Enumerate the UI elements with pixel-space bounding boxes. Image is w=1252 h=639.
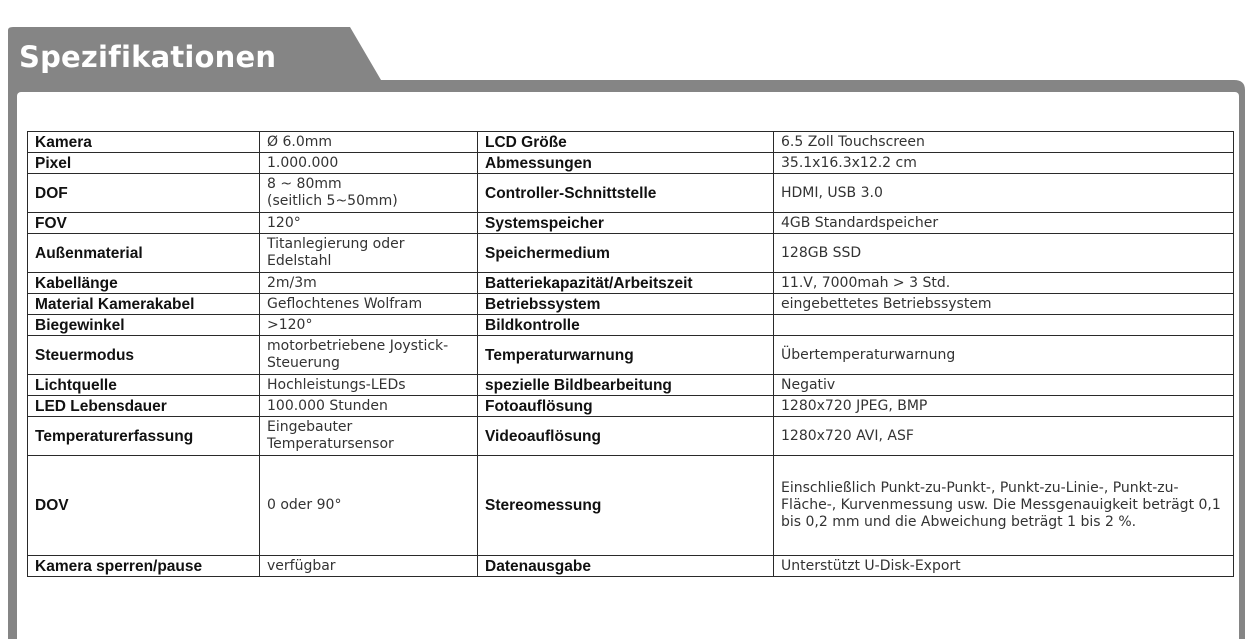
table-row [28, 375, 1234, 396]
spec-label: Kabellänge [28, 273, 260, 294]
table-row [28, 273, 1234, 294]
spec-value: 2m/3m [260, 273, 478, 294]
spec-table [27, 131, 1234, 577]
spec-label: Biegewinkel [28, 315, 260, 336]
spec-value: 4GB Standardspeicher [774, 213, 1234, 234]
spec-label: DOV [28, 456, 260, 556]
spec-value: Einschließlich Punkt-zu-Punkt-, Punkt-zu-Linie-, Punkt-zu-Fläche-, Kurvenmessung usw. Die Messgenauigkeit beträgt 0,1 bis 0,2 mm und die Abweichung beträgt 1 bis 2 %. [774, 456, 1234, 556]
spec-value: Eingebauter Temperatursensor [260, 417, 478, 456]
table-row [28, 234, 1234, 273]
spec-label: Pixel [28, 153, 260, 174]
spec-value: motorbetriebene Joystick-Steuerung [260, 336, 478, 375]
spec-label: spezielle Bildbearbeitung [478, 375, 774, 396]
spec-label: Abmessungen [478, 153, 774, 174]
spec-label: Stereomessung [478, 456, 774, 556]
spec-label: LCD Größe [478, 132, 774, 153]
spec-label: Bildkontrolle [478, 315, 774, 336]
spec-value: Titanlegierung oder Edelstahl [260, 234, 478, 273]
spec-value: Ø 6.0mm [260, 132, 478, 153]
spec-label: Lichtquelle [28, 375, 260, 396]
spec-label: DOF [28, 174, 260, 213]
table-row [28, 213, 1234, 234]
spec-value: 120° [260, 213, 478, 234]
spec-label: Kamera sperren/pause [28, 556, 260, 577]
spec-label: Material Kamerakabel [28, 294, 260, 315]
spec-value: 1.000.000 [260, 153, 478, 174]
table-row [28, 417, 1234, 456]
spec-value: Übertemperaturwarnung [774, 336, 1234, 375]
table-row [28, 396, 1234, 417]
spec-table-body [28, 132, 1234, 577]
table-row [28, 336, 1234, 375]
spec-value: HDMI, USB 3.0 [774, 174, 1234, 213]
table-row [28, 315, 1234, 336]
table-row [28, 456, 1234, 556]
spec-value: 128GB SSD [774, 234, 1234, 273]
spec-label: Steuermodus [28, 336, 260, 375]
spec-label: Datenausgabe [478, 556, 774, 577]
spec-value: 11.V, 7000mah > 3 Std. [774, 273, 1234, 294]
spec-value: Unterstützt U-Disk-Export [774, 556, 1234, 577]
table-row [28, 294, 1234, 315]
spec-label: FOV [28, 213, 260, 234]
spec-label: Controller-Schnittstelle [478, 174, 774, 213]
spec-value: Negativ [774, 375, 1234, 396]
spec-value: 1280x720 JPEG, BMP [774, 396, 1234, 417]
table-row [28, 153, 1234, 174]
spec-label: Temperaturerfassung [28, 417, 260, 456]
spec-label: LED Lebensdauer [28, 396, 260, 417]
spec-label: Außenmaterial [28, 234, 260, 273]
spec-value: 35.1x16.3x12.2 cm [774, 153, 1234, 174]
spec-label: Kamera [28, 132, 260, 153]
spec-label: Systemspeicher [478, 213, 774, 234]
spec-value [774, 315, 1234, 336]
table-row [28, 556, 1234, 577]
spec-value: Hochleistungs-LEDs [260, 375, 478, 396]
spec-value: eingebettetes Betriebssystem [774, 294, 1234, 315]
spec-label: Betriebssystem [478, 294, 774, 315]
spec-value: 1280x720 AVI, ASF [774, 417, 1234, 456]
table-row [28, 174, 1234, 213]
section-title: Spezifikationen [19, 40, 277, 74]
spec-label: Batteriekapazität/Arbeitszeit [478, 273, 774, 294]
spec-value: verfügbar [260, 556, 478, 577]
spec-value: 0 oder 90° [260, 456, 478, 556]
spec-value: >120° [260, 315, 478, 336]
spec-value: Geflochtenes Wolfram [260, 294, 478, 315]
spec-label: Temperaturwarnung [478, 336, 774, 375]
table-row [28, 132, 1234, 153]
spec-value: 6.5 Zoll Touchscreen [774, 132, 1234, 153]
spec-label: Videoauflösung [478, 417, 774, 456]
spec-label: Fotoauflösung [478, 396, 774, 417]
spec-value: 100.000 Stunden [260, 396, 478, 417]
spec-value: 8 ~ 80mm (seitlich 5~50mm) [260, 174, 478, 213]
spec-label: Speichermedium [478, 234, 774, 273]
